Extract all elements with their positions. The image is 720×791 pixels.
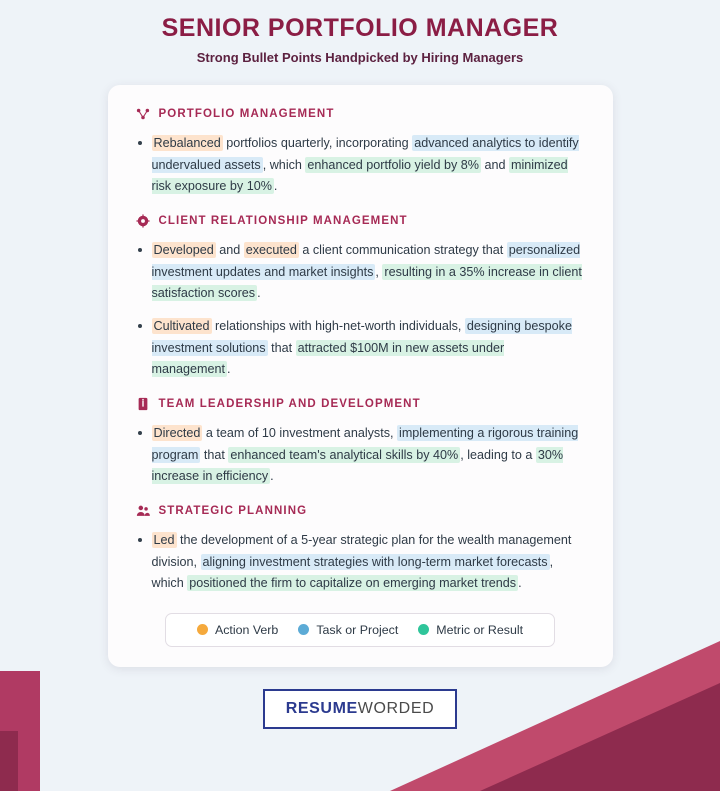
decorative-left-bar-accent [0, 731, 18, 791]
resume-section [136, 214, 585, 381]
bullet-text: that [267, 340, 296, 355]
bullet-list [136, 240, 585, 381]
bullet-text: , [375, 264, 383, 279]
brand-logo[interactable] [263, 689, 457, 729]
bullet-text: . [257, 286, 261, 301]
highlight-verb: Cultivated [153, 318, 210, 333]
bullet-text: . [270, 469, 274, 484]
highlight-metric: resulting in a 35% increase in client satisfaction scores [151, 264, 582, 301]
legend-dot-action-verb [197, 624, 208, 635]
bullet-text: the development of a 5-year strategic plan for the wealth management division, [151, 532, 572, 569]
highlight-metric: positioned the firm to capitalize on emerging market trends [189, 576, 517, 591]
section-header [136, 107, 585, 121]
bullet-text: portfolios quarterly, incorporating [222, 136, 413, 150]
highlight-task: personalized investment updates and market insights [151, 242, 581, 279]
brand-name-primary: RESUME [285, 699, 358, 717]
legend-label: Metric or Result [436, 622, 524, 637]
resume-section [136, 107, 585, 198]
client-relations-icon [136, 214, 150, 228]
team-leadership-icon [136, 397, 150, 411]
bullet-list [136, 423, 585, 488]
highlight-task: implementing a rigorous training program [151, 425, 579, 462]
bullet-list [136, 530, 585, 595]
legend-item [197, 623, 278, 637]
legend-label: Action Verb [214, 622, 279, 637]
legend-item [298, 623, 398, 637]
decorative-corner-triangle-accent [480, 683, 720, 791]
bullet-text: . [227, 362, 231, 377]
bullet-text: . [518, 576, 522, 591]
resume-card [108, 85, 613, 667]
highlight-metric: 30% increase in efficiency [151, 447, 564, 484]
section-title: STRATEGIC PLANNING [158, 504, 308, 517]
page-subtitle: Strong Bullet Points Handpicked by Hiring Managers [196, 50, 524, 65]
bullet-item [136, 240, 585, 305]
legend-label: Task or Project [316, 622, 399, 637]
bullet-text: relationships with high-net-worth individuals, [211, 318, 465, 333]
section-header [136, 214, 585, 228]
bullet-item [136, 423, 585, 488]
bullet-text: , which [151, 554, 554, 591]
bullet-text: and [215, 242, 244, 257]
page-title: SENIOR PORTFOLIO MANAGER [161, 14, 559, 42]
sections-container [136, 107, 585, 595]
bullet-text: a team of 10 investment analysts, [202, 425, 398, 440]
highlight-task: designing bespoke investment solutions [151, 318, 572, 355]
bullet-list [136, 133, 585, 198]
highlight-verb: Led [153, 532, 175, 547]
bullet-text: , which [262, 157, 306, 172]
highlight-task: advanced analytics to identify undervalued assets [151, 136, 579, 172]
bullet-text: a client communication strategy that [298, 242, 507, 257]
network-nodes-icon [136, 107, 150, 121]
highlight-metric: enhanced team's analytical skills by 40% [230, 447, 459, 462]
strategic-planning-icon [136, 504, 150, 518]
highlight-verb: Developed [153, 242, 214, 257]
highlight-verb: Rebalanced [153, 136, 221, 150]
bullet-text: and [480, 157, 509, 172]
highlight-metric: enhanced portfolio yield by 8% [307, 157, 479, 172]
resume-section [136, 504, 585, 595]
highlight-metric: attracted $100M in new assets under management [151, 340, 505, 377]
highlight-verb: executed [245, 242, 297, 257]
section-title: TEAM LEADERSHIP AND DEVELOPMENT [158, 397, 421, 410]
highlight-metric: minimized risk exposure by 10% [151, 157, 568, 194]
section-title: CLIENT RELATIONSHIP MANAGEMENT [158, 214, 408, 227]
brand-name-secondary: WORDED [357, 699, 435, 717]
legend-item [418, 623, 523, 637]
highlight-verb: Directed [153, 425, 201, 440]
bullet-text: . [273, 179, 278, 194]
legend-dot-metric-or-result [418, 624, 429, 635]
bullet-item [136, 133, 585, 198]
page-header [0, 0, 720, 65]
bullet-item [136, 316, 585, 381]
bullet-item [136, 530, 585, 595]
section-header [136, 397, 585, 411]
legend-dot-task-or-project [298, 624, 309, 635]
bullet-text: that [200, 447, 229, 462]
section-header [136, 504, 585, 518]
section-title: PORTFOLIO MANAGEMENT [158, 108, 335, 120]
highlight-task: aligning investment strategies with long-term market forecasts [202, 554, 548, 569]
resume-section [136, 397, 585, 488]
bullet-text: , leading to a [460, 447, 536, 462]
legend [165, 613, 555, 647]
